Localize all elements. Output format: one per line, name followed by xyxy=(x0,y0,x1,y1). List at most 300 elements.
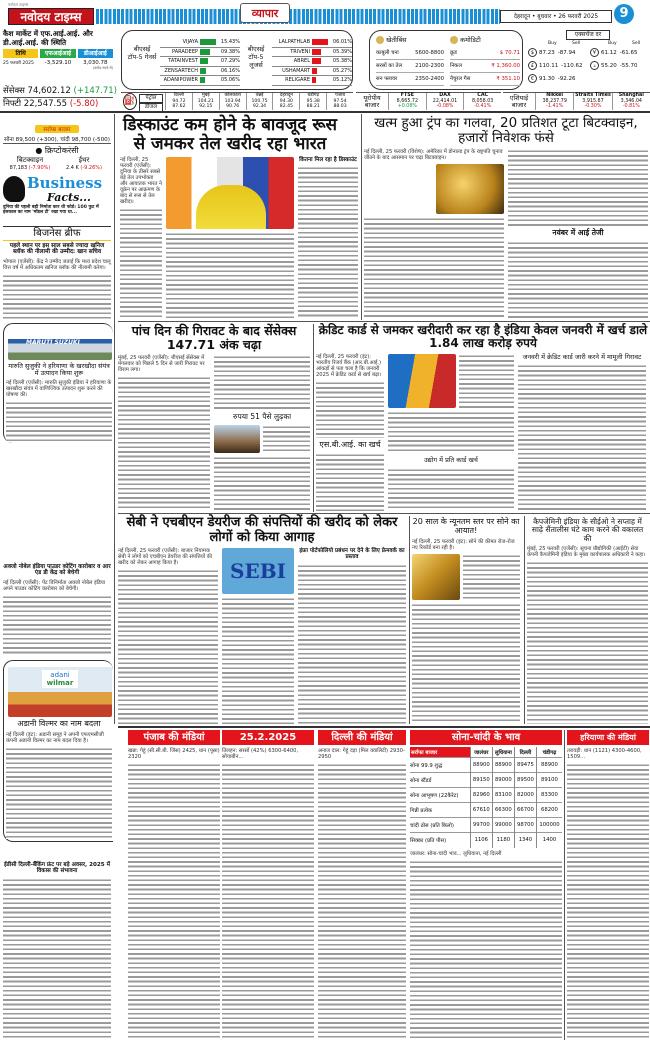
exchange-row xyxy=(528,61,582,71)
buy-rate: 87.23 xyxy=(539,50,555,56)
page-number: 9 xyxy=(614,4,634,24)
gold-import-headline: 20 साल के न्यूनतम स्तर पर सोने का आयात! xyxy=(412,517,520,535)
gold-import-story xyxy=(412,518,520,724)
credit-body-4 xyxy=(388,411,514,454)
credit-side-subhead: जनवरी में क्रेडिट कार्ड जारी करने में मामूली गिरावट xyxy=(522,352,642,361)
diesel-price: 90.76 xyxy=(226,104,240,110)
russia-body-1 xyxy=(120,208,162,318)
city-name: चेन्नई xyxy=(255,93,264,98)
bitcoin-subhead: नवंबर में आई तेजी xyxy=(552,228,604,238)
brief-lead-4: नई दिल्ली (इंट): अडानी समूह ने अपनी एफएमसीजी कंपनी अडानी विल्मर का नाम बदल दिया है। xyxy=(6,732,112,744)
india-russia-pipeline-photo xyxy=(166,157,294,229)
haryana-mandi-body xyxy=(567,763,649,1040)
rate-row xyxy=(450,47,520,60)
cell-value: 82000 xyxy=(514,788,536,803)
buy-rate: 61.12 xyxy=(601,50,617,56)
exchange-row xyxy=(590,48,637,58)
credit-lead: नई दिल्ली, 25 फरवरी (इंट): भारतीय रिजर्व बैंक (आर.बी.आई.) आंकड़ों से पता चला है कि जनवरी 2025 में क्रेडिट कार्ड से खर्च बढ़ा। xyxy=(316,354,384,378)
brief-body-1 xyxy=(3,274,111,321)
stock-change: 07.29% xyxy=(220,58,240,65)
gold-lead: नई दिल्ली, 25 फरवरी (इंट): सोने की कीमत रोज-रोज नए रिकॉर्ड बना रही है। xyxy=(412,539,520,551)
bitcoin-label: बिटक्वाइन xyxy=(16,156,44,164)
row-label: सिक्का (प्रति पीस) xyxy=(410,833,470,848)
gold-silver-table xyxy=(410,747,562,848)
nifty-change: (-5.80) xyxy=(69,99,99,109)
section-tab: व्यापार xyxy=(240,3,290,23)
city-name: कोलकाता xyxy=(224,93,241,98)
sensex-headline: पांच दिन की गिरावट के बाद सेंसेक्स 147.71 अंक चढ़ा xyxy=(131,323,297,352)
diesel-label: डीजल xyxy=(139,103,163,112)
cell-value: 89500 xyxy=(514,773,536,788)
cell-value: 89100 xyxy=(536,773,562,788)
market-index xyxy=(388,93,426,110)
cell-value: 89150 xyxy=(470,773,492,788)
europe-list xyxy=(388,93,501,110)
currency-icon: £ xyxy=(528,61,537,70)
currency-icon: ¥ xyxy=(590,48,599,57)
brief-story-5 xyxy=(3,862,111,1040)
sell-rate: -61.65 xyxy=(619,50,638,56)
bitcoin-body-1 xyxy=(364,217,504,318)
city-name: दिल्ली xyxy=(173,93,184,98)
petrol-price: 95.38 xyxy=(306,98,320,104)
index-name: Straits Times xyxy=(575,93,611,98)
exchange-list xyxy=(528,40,648,88)
losers-list xyxy=(272,38,352,86)
bitcoin-coins-photo xyxy=(436,164,504,214)
column-header: लुधियाना xyxy=(492,747,514,758)
bitcoin-story xyxy=(364,116,648,318)
fuel-city-column xyxy=(326,93,353,110)
brief-body-2 xyxy=(6,401,112,442)
index-change: -0.08% xyxy=(436,104,454,110)
petrol-price: 100.75 xyxy=(251,98,268,104)
capgemini-body xyxy=(527,561,648,724)
index-value: 8,665.72 xyxy=(396,98,419,104)
table-row xyxy=(410,788,562,803)
stock-bar xyxy=(312,58,321,64)
sebi-body-1 xyxy=(118,569,218,724)
haryana-mandi-header: हरियाणा की मंडियां xyxy=(567,730,649,745)
market-index xyxy=(426,93,464,110)
stock-name: USHAMART xyxy=(282,67,310,74)
stock-name: TATAINVEST xyxy=(168,58,198,65)
commodity-title xyxy=(450,35,481,44)
index-change: -1.41% xyxy=(546,104,564,110)
sensex-change: (+147.71) xyxy=(73,86,117,96)
stock-name: PARADEEP xyxy=(172,48,198,55)
bitcoin-headline: खत्म हुआ ट्रंप का गलवा, 20 प्रतिशत टूटा बिटक्वाइन, हजारों निवेशक फंसे xyxy=(374,115,638,147)
cell-value: 67610 xyxy=(470,803,492,818)
capgemini-story xyxy=(527,518,648,724)
stock-change: 05.27% xyxy=(332,67,352,74)
nifty-line xyxy=(3,99,113,110)
asia-title: एशियाई बाजार xyxy=(509,94,529,109)
adani-box xyxy=(3,660,113,842)
stock-name: TRIVENI xyxy=(290,48,310,55)
stock-change: 06.16% xyxy=(220,67,240,74)
index-name: Shanghai xyxy=(618,93,644,98)
sensex-label: सेंसेक्स xyxy=(3,86,25,96)
sebi-headline: सेबी ने एचबीएन डेयरीज की संपत्तियों की खरीद को लेकर लोगों को किया आगाह xyxy=(126,515,398,545)
brief-lead-2: नई दिल्ली (एजेंसी): मारुति सुजुकी इंडिया ने हरियाणा के खरखौदा संयंत्र में वाणिज्यिक उत्पादन शुरू करने की घोषणा की। xyxy=(6,380,112,399)
index-value: 22,414.01 xyxy=(432,98,458,104)
market-index xyxy=(535,93,573,110)
sensex-body-4 xyxy=(214,456,310,511)
sebi-subhead: इंफ्रा पोर्टफोलियो प्रबंधन पर देने के लिए फ्रेमवर्क का प्रस्ताव xyxy=(299,548,405,561)
brief-headline-5: ईडीसी दिल्ली-बैंकिंग फ्रंट पर बड़े अवसर, 2025 में विकास की संभावना xyxy=(4,862,110,875)
fuel-table xyxy=(165,93,353,110)
credit-card-headline: क्रेडिट कार्ड से जमकर खरीदारी कर रहा है इंडिया केवल जनवरी में खर्च डाले 1.84 लाख करोड़ रुपये xyxy=(318,323,648,351)
cell-value: 83300 xyxy=(536,788,562,803)
stock-name: RELIGARE xyxy=(285,77,310,84)
cell-value: 88900 xyxy=(470,758,492,773)
cell-value: 89000 xyxy=(492,773,514,788)
gold-silver-lead: जालंधर: सोना-चांदी भाव... लुधियाना, नई दिल्ली xyxy=(410,851,562,857)
item-value: $ 70.71 xyxy=(499,50,520,56)
fii-col-date: तिथि xyxy=(3,49,38,58)
buy-rate: 91.30 xyxy=(539,76,555,82)
crypto-title: ● क्रिप्टोकरंसी xyxy=(35,146,79,155)
item-name: सन फ्लावर xyxy=(376,76,398,82)
russia-body-2 xyxy=(166,232,294,318)
sell-rate: -87.94 xyxy=(557,50,576,56)
credit-body-2 xyxy=(316,453,384,511)
stock-bar xyxy=(200,49,210,55)
stock-bar xyxy=(200,77,205,83)
buy-rate: 110.11 xyxy=(539,63,559,69)
brief-lead-3: नई दिल्ली (एजेंसी): पेंट विनिर्माता अक्जो नोबेल इंडिया अपने पाउडर कोटिंग कारोबार को बेचेगी। xyxy=(3,580,111,592)
fuel-city-column xyxy=(165,93,192,110)
commodity-title-text: कमोडिटी xyxy=(460,36,481,44)
stock-row xyxy=(160,57,240,67)
fii-dii-box xyxy=(3,29,113,85)
stock-row xyxy=(160,76,240,86)
haryana-mandi-lead: तरावड़ी: धान (1121) 4300-4600, 1509... xyxy=(567,748,649,760)
brief-headline-2: मारुति सुजुकी ने हरियाणा के खरखौदा संयंत्र में उत्पादन किया शुरू xyxy=(8,362,110,378)
europe-box xyxy=(356,92,501,110)
cell-value: 1106 xyxy=(470,833,492,848)
column-divider xyxy=(114,114,115,724)
nifty-label: निफ्टी xyxy=(3,99,22,109)
gold-body-1 xyxy=(412,603,520,724)
header-stripe xyxy=(96,9,500,24)
stock-row xyxy=(272,76,352,86)
column-divider xyxy=(361,114,362,320)
wilmar-logo-text: wilmar xyxy=(46,679,74,687)
maruti-plant-photo xyxy=(8,330,112,360)
sell-rate: -110.62 xyxy=(561,63,583,69)
sebi-logo-photo: SEBI xyxy=(222,548,294,594)
index-change: -0.41% xyxy=(474,104,492,110)
bitcoin-body-2b xyxy=(508,241,648,318)
currency-icon: $ xyxy=(528,48,537,57)
stock-bar xyxy=(312,39,328,45)
sensex-body-2 xyxy=(214,355,310,410)
delhi-mandi-header: दिल्ली की मंडियां xyxy=(318,730,406,745)
bullion-box xyxy=(3,116,111,171)
exchange-box xyxy=(528,30,648,90)
divider xyxy=(118,726,650,728)
petrol-price: 94.30 xyxy=(279,98,293,104)
column-divider xyxy=(313,324,314,512)
index-name: FTSE xyxy=(400,93,414,98)
cell-value: 66300 xyxy=(492,803,514,818)
bitcoin-value: 87,183 xyxy=(9,165,28,171)
ether-change: (-9.26%) xyxy=(80,165,102,171)
cell-value: 1180 xyxy=(492,833,514,848)
brief-headline-3: अक्जो नोबेल इंडिया पाउडर कोटिंग कारोबार व आर एंड डी केंद्र को बेचेगी xyxy=(3,564,111,577)
mandi-date-column xyxy=(222,748,314,1040)
cell-value: 99700 xyxy=(470,818,492,833)
market-index xyxy=(612,93,650,110)
losers-title: बीएसई टॉप-5 लूजर्स xyxy=(247,45,265,69)
index-change: -0.30% xyxy=(584,104,602,110)
exchange-sell-label: Sell xyxy=(572,41,581,46)
ether-value: 2.4 K xyxy=(65,165,79,171)
credit-card-story xyxy=(316,324,650,511)
stock-row xyxy=(272,38,352,48)
rate-row xyxy=(450,60,520,73)
index-change: -0.81% xyxy=(622,104,640,110)
bitcoin-change: (-7.90%) xyxy=(28,165,51,171)
market-index xyxy=(463,93,501,110)
stock-change: 05.12% xyxy=(332,77,352,84)
haryana-mandi-column xyxy=(567,748,649,1040)
fii-title: कैश मार्केट में एफ.आई.आई. और डी.आई.आई. की स्थिति xyxy=(3,29,93,47)
brief-story-3 xyxy=(3,564,111,656)
exchange-title: एक्सचेंज दर xyxy=(566,30,610,40)
masthead xyxy=(0,0,650,26)
gainers-title: बीएसई टॉप-5 गेनर्स xyxy=(127,45,157,61)
stock-change: 09.38% xyxy=(220,48,240,55)
top5-box xyxy=(121,30,353,90)
petrol-price: 97.54 xyxy=(333,98,347,104)
nifty-value: 22,547.55 xyxy=(23,99,68,109)
rate-row xyxy=(376,60,444,73)
index-value: 3,346.04 xyxy=(620,98,642,104)
brief-story-1 xyxy=(3,243,111,321)
maruti-sign: MARUTI SUZUKI xyxy=(26,339,80,346)
stock-bar xyxy=(200,58,208,64)
sebi-body-3 xyxy=(298,564,406,724)
agri-title xyxy=(376,35,407,44)
cell-value: 88900 xyxy=(536,758,562,773)
petrol-price: 103.94 xyxy=(224,98,241,104)
brief-body-5 xyxy=(3,878,111,1041)
city-name: देहरादून xyxy=(279,93,293,98)
sell-rate: -92.26 xyxy=(557,76,576,82)
stock-row xyxy=(272,48,352,58)
index-value: 38,237.79 xyxy=(542,98,567,104)
fii-col-fii: एफआईआई xyxy=(40,49,75,58)
gold-silver-column xyxy=(410,747,562,1040)
fuel-box xyxy=(121,92,353,110)
stock-change: 05.38% xyxy=(332,58,352,65)
gainers-list xyxy=(160,38,240,86)
bullion-title: सर्राफा बाजार xyxy=(35,125,78,133)
bullion-rates: सोना 89,500 (+300), चांदी 98,700 (-500) xyxy=(4,137,110,143)
stock-name: ZENSARTECH xyxy=(164,67,198,74)
index-value: 8,058.03 xyxy=(471,98,494,104)
stock-bar xyxy=(312,49,321,55)
item-name: नैचुरल गैस xyxy=(450,76,471,82)
stock-change: 05.06% xyxy=(220,77,240,84)
diesel-price: 92.34 xyxy=(252,104,267,110)
table-header-row xyxy=(410,747,562,758)
industry-subhead: उद्योग में प्रति कार्ड खर्च xyxy=(424,456,478,465)
gold-body-1b xyxy=(463,554,520,600)
cell-value: 1340 xyxy=(514,833,536,848)
table-row xyxy=(410,758,562,773)
capgemini-lead: मुंबई, 25 फरवरी (एजेंसी): सूचना प्रौद्योगिकी (आईटी) सेवा कंपनी कैपजेमिनी इंडिया के मुख्य कार्यपालक अधिकारी ने कहा। xyxy=(527,546,648,558)
bse-building-photo xyxy=(214,425,260,453)
stock-change: 05.39% xyxy=(332,48,352,55)
stock-bar xyxy=(312,77,316,83)
stock-bar xyxy=(200,39,216,45)
cell-value: 88900 xyxy=(492,758,514,773)
fii-value: -3,529.10 xyxy=(44,60,72,66)
divider xyxy=(118,513,650,514)
asia-box xyxy=(503,92,650,110)
sell-rate: -55.70 xyxy=(619,63,638,69)
brief-headline-1: पहले स्थान पर इस साल सबसे ज्यादा खनिज ब्लॉक की नीलामी की उम्मीद: खान सचिव xyxy=(9,243,105,256)
item-value: 5600-8800 xyxy=(415,50,444,56)
buy-rate: 55.20 xyxy=(601,63,617,69)
delhi-mandi-column xyxy=(318,748,406,1040)
russia-headline: डिस्काउंट कम होने के बावजूद रूस से जमकर तेल खरीद रहा भारत xyxy=(122,115,338,155)
city-name: चंडीगढ़ xyxy=(307,93,320,98)
fuel-city-column xyxy=(299,93,326,110)
table-row xyxy=(410,773,562,788)
row-label: सोना 99.9 शुद्ध xyxy=(410,758,470,773)
stock-name: ABREL xyxy=(293,58,310,65)
brief-body-3 xyxy=(3,595,111,656)
stock-row xyxy=(160,38,240,48)
russia-lead: नई दिल्ली, 25 फरवरी (एजेंसी): दुनिया के तीसरे सबसे बड़े तेल उपभोक्ता और आयातक भारत ने यूक्रेन पर आक्रमण के बाद से रूस से तेल खरीदा। xyxy=(120,157,162,206)
table-row xyxy=(410,803,562,818)
credit-body-1 xyxy=(316,381,384,439)
sebi-story xyxy=(118,516,406,724)
column-header: जालंधर xyxy=(470,747,492,758)
cell-value: 66700 xyxy=(514,803,536,818)
cell-value: 83100 xyxy=(492,788,514,803)
fii-date: 25 फरवरी 2025 xyxy=(3,61,34,66)
stock-change: 15.43% xyxy=(220,39,240,46)
facts-title-1: Business xyxy=(27,174,103,192)
diesel-price: 82.45 xyxy=(279,104,293,110)
dii-value: 3,030.78 xyxy=(83,60,108,66)
stock-bar xyxy=(312,68,317,74)
head-brain-icon xyxy=(3,176,25,202)
column-divider xyxy=(524,516,525,724)
credit-body-3 xyxy=(459,354,514,408)
europe-title: यूरोपीय बाजार xyxy=(363,94,381,109)
rate-row xyxy=(450,73,520,86)
delhi-mandi-lead: अनाज दाल: गेहूं दड़ा (मिल क्वालिटी) 2930-2950 xyxy=(318,748,405,760)
item-name: क्रूड xyxy=(450,50,457,56)
index-name: DAX xyxy=(439,93,451,98)
punjab-mandi-body xyxy=(128,763,220,1040)
business-facts xyxy=(3,176,111,224)
item-value: ₹ 351.10 xyxy=(496,76,520,82)
delhi-mandi-body xyxy=(318,763,406,1040)
divider xyxy=(0,111,650,113)
sensex-story xyxy=(118,324,310,511)
exchange-buy-label: Buy xyxy=(608,41,617,46)
stock-row xyxy=(272,67,352,77)
gold-bars-photo xyxy=(412,554,460,600)
stock-row xyxy=(160,67,240,77)
facts-title-2: Facts... xyxy=(47,191,91,204)
ether-label: ईथर xyxy=(78,156,90,164)
logo-small: नवोदय टाइम्स xyxy=(8,2,29,7)
diesel-price: 87.62 xyxy=(172,104,186,110)
mandi-date-lead: तिलहन: सरसों (42%) 6300-6400, सोयाबीन... xyxy=(222,748,314,760)
index-change: +0.08% xyxy=(397,104,417,110)
mandi-date-header: 25.2.2025 xyxy=(222,730,314,745)
column-header: चंडीगढ़ xyxy=(536,747,562,758)
russia-story xyxy=(120,116,358,318)
diesel-price: 88.21 xyxy=(306,104,320,110)
item-value: ₹ 1,360.00 xyxy=(491,63,520,69)
sensex-value: 74,602.12 xyxy=(27,86,71,96)
fuel-city-column xyxy=(219,93,246,110)
brief-title: बिजनेस ब्रीफ xyxy=(3,226,111,241)
index-name: Nikkei xyxy=(546,93,564,98)
fuel-city-column xyxy=(246,93,273,110)
fii-note: (करोड़ रुपये में) xyxy=(92,66,113,70)
sebi-body-2 xyxy=(222,597,294,724)
column-header: सर्राफा बाजार xyxy=(410,747,470,758)
header-date: देहरादून • बुधवार • 26 फरवरी 2025 xyxy=(500,10,612,23)
exchange-buy-label: Buy xyxy=(548,41,557,46)
fuel-city-column xyxy=(192,93,219,110)
city-name: पंजाब xyxy=(335,93,345,98)
cell-value: 89475 xyxy=(514,758,536,773)
cell-value: 82960 xyxy=(470,788,492,803)
brief-headline-4: अडानी विल्मर का नाम बदला xyxy=(17,719,101,728)
item-value: 2350-2400 xyxy=(415,76,444,82)
agri-title-text: खेतीबिंस xyxy=(386,36,407,44)
sensex-body-1 xyxy=(118,376,210,511)
crypto-title-text: क्रिप्टोकरंसी xyxy=(44,146,79,155)
rate-row xyxy=(376,73,444,86)
russia-body-3 xyxy=(298,166,358,318)
sebi-lead: नई दिल्ली, 25 फरवरी (एजेंसी): बाजार नियामक सेबी ने लोगों को एचबीएन डेयरीज की संपत्तियों की खरीद को लेकर आगाह किया है। xyxy=(118,548,218,566)
column-divider xyxy=(564,730,565,1040)
punjab-mandi-lead: खन्ना: गेहूं (सी.सी.बी. जिंस) 2425, धान (पूसा) 2320 xyxy=(128,748,220,760)
currency-icon: د xyxy=(590,61,599,70)
asia-list xyxy=(535,93,650,110)
sensex-lead: मुंबई, 25 फरवरी (एजेंसी): बीएसई सेंसेक्स में मंगलवार को पिछले 5 दिन से जारी गिरावट पर विराम लगा। xyxy=(118,355,210,373)
item-name: निकल xyxy=(450,63,462,69)
credit-body-5 xyxy=(518,364,646,511)
stock-name: LALPATHLAB xyxy=(278,39,310,46)
fuel-city-column xyxy=(272,93,299,110)
diesel-price: 88.03 xyxy=(333,104,347,110)
row-label: सोना आभूषण (22कैरेट) xyxy=(410,788,470,803)
row-label: चांदी ठोस (प्रति किलो) xyxy=(410,818,470,833)
row-label: गिन्नी प्रत्येक xyxy=(410,803,470,818)
table-row xyxy=(410,833,562,848)
facts-text: दुनिया की पहली बड़ी निर्माता कार थी फोर्ड। 100 फुट में इसकाल का नाम 'मॉडल टी' रखा गया था... xyxy=(3,205,99,216)
adani-logo-text: adani xyxy=(50,671,70,679)
stock-row xyxy=(272,57,352,67)
maruti-box xyxy=(3,323,113,443)
item-name: सरसों का तेल xyxy=(376,63,403,69)
index-name: CAC xyxy=(477,93,489,98)
